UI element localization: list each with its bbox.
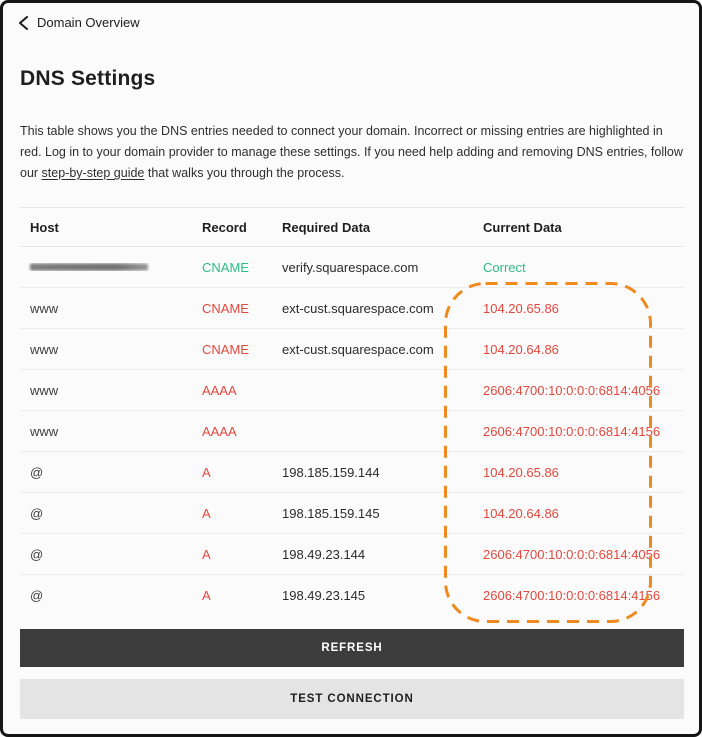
dns-records-table [20, 207, 684, 616]
page-title: DNS Settings [20, 67, 156, 90]
current-data-cell: 104.20.65.86 [483, 464, 559, 480]
table-row [20, 534, 684, 575]
description-after-link: that walks you through the process. [144, 166, 345, 180]
record-cell: A [202, 546, 211, 562]
record-cell: CNAME [202, 341, 249, 357]
required-data-cell: ext-cust.squarespace.com [282, 300, 434, 316]
table-row [20, 370, 684, 411]
required-data-cell: 198.185.159.144 [282, 464, 380, 480]
table-row [20, 452, 684, 493]
back-link-label: Domain Overview [37, 15, 140, 30]
required-data-cell: 198.49.23.144 [282, 546, 366, 562]
host-cell: www [30, 300, 59, 316]
record-cell: A [202, 588, 211, 603]
record-cell: A [202, 464, 211, 480]
required-data-cell: verify.squarespace.com [282, 259, 419, 275]
current-data-cell: 104.20.65.86 [483, 300, 559, 316]
current-data-cell: 2606:4700:10:0:0:0:6814:4156 [483, 423, 661, 439]
host-cell: @ [30, 588, 44, 603]
table-row [20, 247, 684, 288]
host-cell: @ [30, 505, 44, 521]
record-cell: AAAA [202, 423, 237, 439]
host-cell: www [30, 423, 59, 439]
table-row [20, 493, 684, 534]
record-cell: CNAME [202, 259, 249, 275]
back-link-domain-overview[interactable] [18, 15, 140, 30]
table-row [20, 411, 684, 452]
required-data-cell: ext-cust.squarespace.com [282, 341, 434, 357]
table-body [20, 247, 684, 616]
column-header-current-data: Current Data [483, 219, 562, 235]
test-connection-button[interactable]: TEST CONNECTION [20, 679, 684, 719]
current-data-cell: 104.20.64.86 [483, 505, 559, 521]
record-cell: A [202, 505, 211, 521]
required-data-cell: 198.49.23.145 [282, 588, 366, 603]
current-data-cell: 104.20.64.86 [483, 341, 559, 357]
column-header-host: Host [30, 219, 59, 235]
column-header-record: Record [202, 219, 247, 235]
chevron-left-icon [18, 16, 29, 30]
current-data-cell: 2606:4700:10:0:0:0:6814:4056 [483, 546, 661, 562]
host-cell: @ [30, 464, 44, 480]
step-by-step-guide-link[interactable]: step-by-step guide [41, 166, 145, 180]
description-text [20, 121, 686, 184]
record-cell: AAAA [202, 382, 237, 398]
host-cell: www [30, 382, 59, 398]
column-header-required-data: Required Data [282, 219, 371, 235]
host-cell: @ [30, 546, 44, 562]
required-data-cell: 198.185.159.145 [282, 505, 380, 521]
current-data-cell: 2606:4700:10:0:0:0:6814:4056 [483, 382, 661, 398]
table-row [20, 575, 684, 616]
table-header-row [20, 208, 684, 247]
table-row [20, 288, 684, 329]
current-data-cell: 2606:4700:10:0:0:0:6814:4156 [483, 588, 661, 603]
table-row [20, 329, 684, 370]
host-cell: www [30, 341, 59, 357]
host-cell [20, 263, 192, 271]
redacted-host-bar [30, 263, 148, 271]
record-cell: CNAME [202, 300, 249, 316]
current-data-cell: Correct [483, 259, 526, 275]
description-before-link: This table shows you the DNS entries needed to connect your domain. Incorrect or missing entries are highlighted in red. Log in to your domain provider to manage these settings. If you need help adding and removing DNS entries, follow our [20, 124, 683, 180]
refresh-button[interactable]: REFRESH [20, 629, 684, 667]
